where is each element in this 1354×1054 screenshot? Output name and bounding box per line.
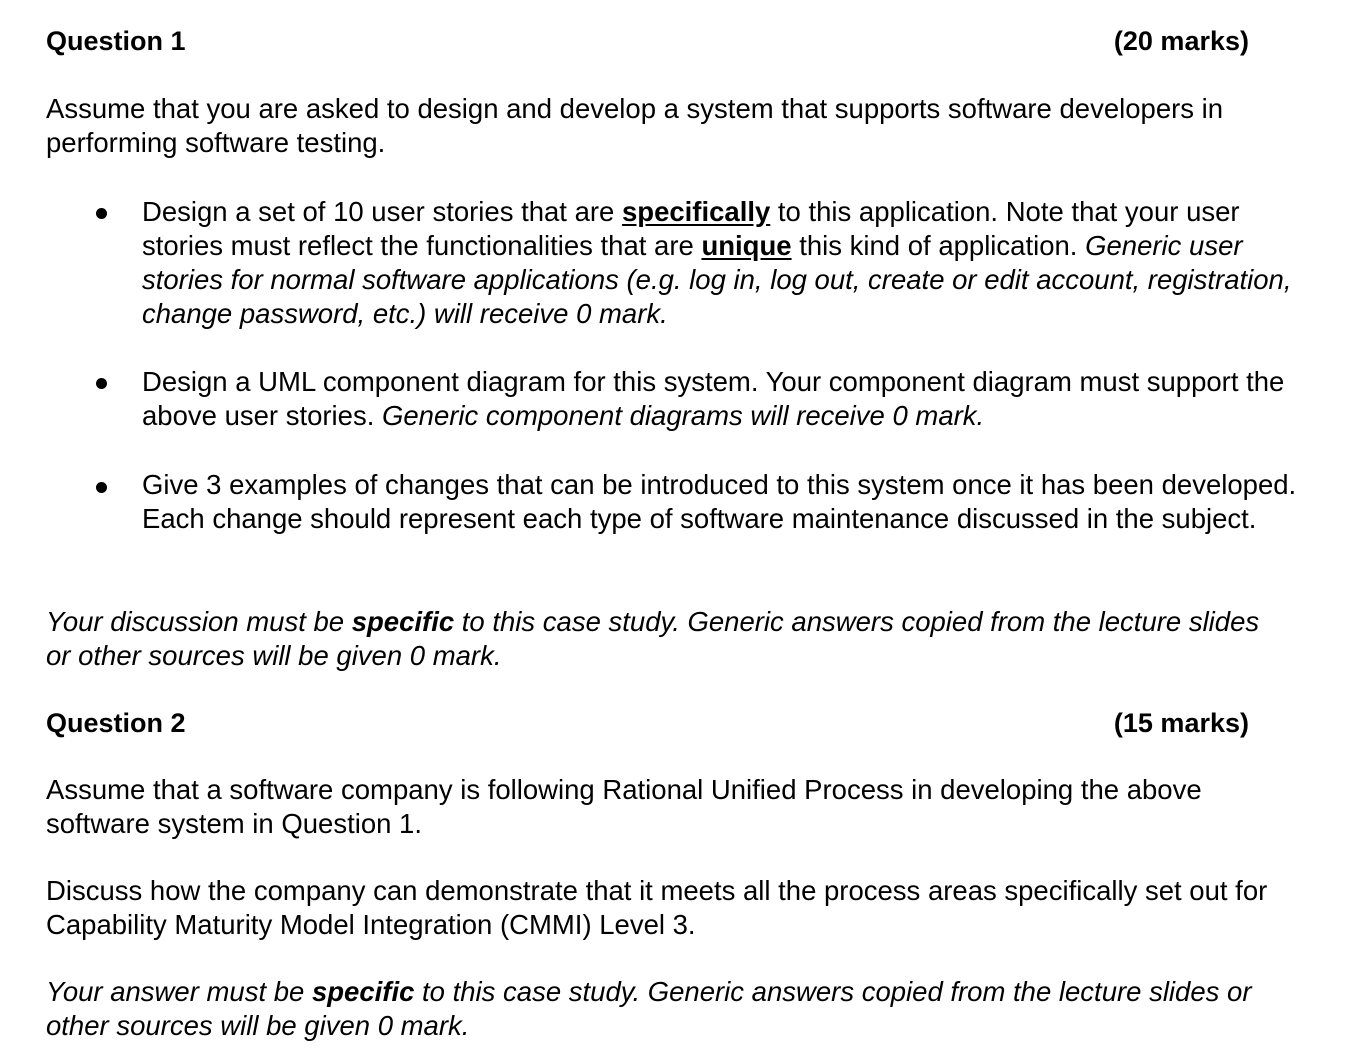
bullet-icon (96, 208, 107, 219)
q2-note-text-a: Your answer must be (46, 976, 312, 1007)
q2-note-bold: specific (311, 976, 415, 1007)
question-1-note (46, 605, 1271, 673)
bullet-icon (96, 482, 107, 493)
q1-note-bold: specific (351, 606, 455, 637)
question-1-bullet-1 (142, 195, 1327, 331)
q2-note-text-b: to this case study. Generic answers copied from the lecture slides or other sources will be given 0 mark. (46, 976, 1252, 1041)
question-1-bullet-2 (142, 365, 1327, 433)
question-2-paragraph-2: Discuss how the company can demonstrate that it meets all the process areas specifically set out for Capability Maturity Model Integration (CMMI) Level 3. (46, 875, 1268, 940)
question-1-heading (46, 24, 1249, 58)
bullet-1-text-b: to this application. Note that your user stories must reflect the functionalities that are (142, 196, 1240, 261)
question-2-heading (46, 706, 1249, 740)
bullet-1-emphasis-specifically: specifically (621, 196, 771, 227)
question-2-title: Question 2 (46, 708, 186, 738)
question-1-title: Question 1 (46, 26, 186, 56)
bullet-1-text-a: Design a set of 10 user stories that are (142, 196, 622, 227)
bullet-icon (96, 378, 107, 389)
bullet-2-text: Design a UML component diagram for this system. Your component diagram must support the above user stories. (142, 366, 1285, 431)
q1-note-text-b: to this case study. Generic answers copied from the lecture slides or other sources will be given 0 mark. (46, 606, 1260, 671)
q1-note-text-a: Your discussion must be (46, 606, 352, 637)
question-2-paragraph-1: Assume that a software company is following Rational Unified Process in developing the above software system in Question 1. (46, 774, 1202, 839)
question-1-intro: Assume that you are asked to design and develop a system that supports software developers in performing software testing. (46, 93, 1224, 158)
question-2-marks: (15 marks) (1113, 708, 1249, 738)
question-2-note (46, 975, 1316, 1043)
bullet-2-italic-note: Generic component diagrams will receive 0 mark. (381, 400, 985, 431)
bullet-1-text-c: this kind of application. (791, 230, 1086, 261)
bullet-1-italic-note: Generic user stories for normal software applications (e.g. log in, log out, create or edit account, registration, change password, etc.) will receive 0 mark. (142, 230, 1292, 329)
question-1-bullet-3: Give 3 examples of changes that can be introduced to this system once it has been developed. Each change should represent each type of software maintenance discussed in the subject. (142, 469, 1297, 534)
question-1-marks: (20 marks) (1113, 26, 1249, 56)
bullet-1-emphasis-unique: unique (701, 230, 792, 261)
